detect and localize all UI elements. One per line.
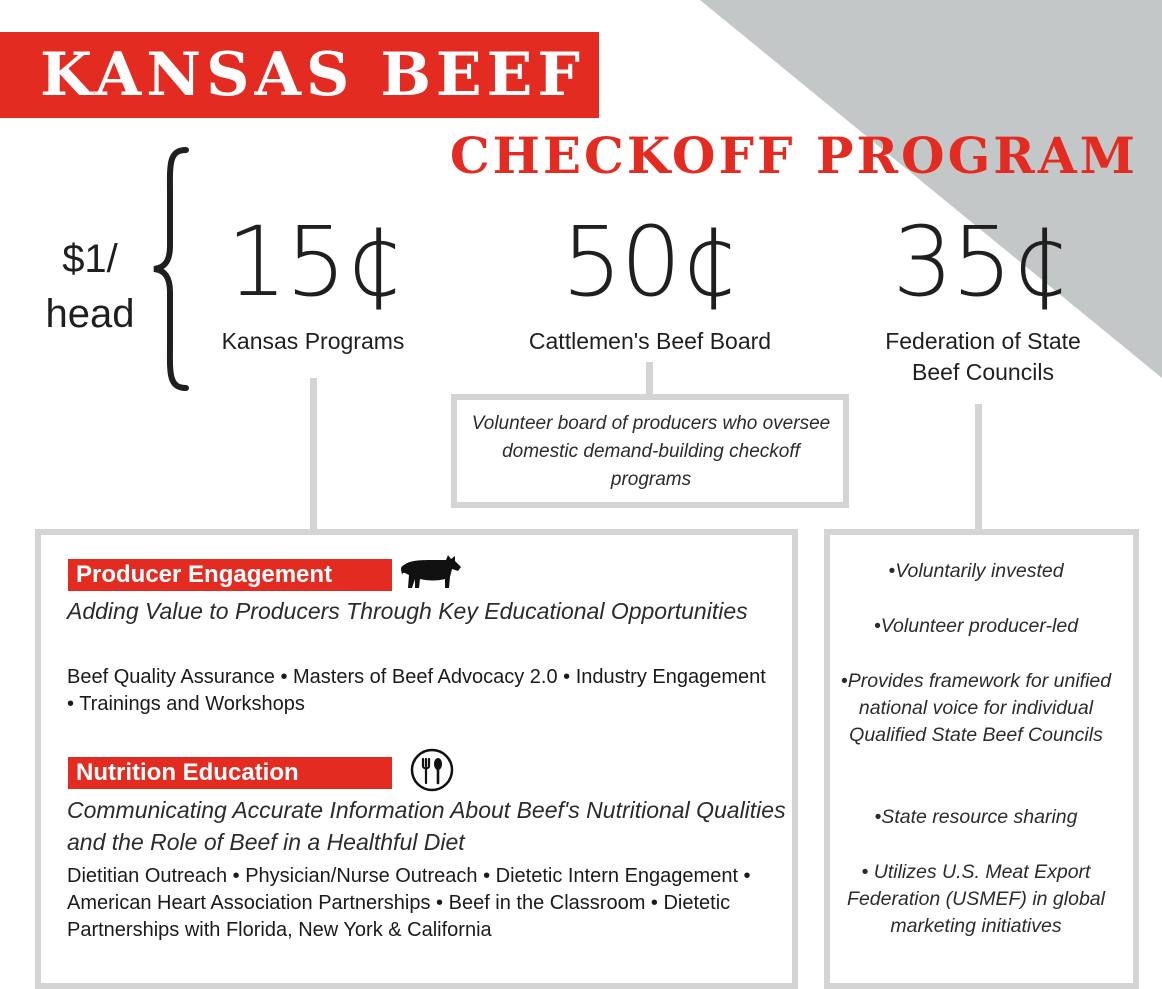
allocation-label-cbb: Cattlemen's Beef Board bbox=[528, 328, 772, 354]
curly-brace bbox=[150, 146, 192, 392]
title-banner bbox=[0, 32, 599, 118]
cow-icon bbox=[400, 551, 462, 591]
federation-point: •Volunteer producer-led bbox=[873, 615, 1079, 637]
allocation-label-federation: Federation of State Beef Councils bbox=[885, 328, 1081, 385]
items-nutrition-education: Dietitian Outreach • Physician/Nurse Outreach • Dietetic Intern Engagement • American Heart Association Partnerships • Beef in the Classroom • Dietetic Partnerships with Florida, New York & California bbox=[67, 865, 751, 941]
per-head-unit: head bbox=[45, 292, 135, 336]
federation-point: •Provides framework for unified national voice for individual Qualified State Beef Councils bbox=[840, 670, 1112, 746]
allocation-amount-federation: 35¢ bbox=[892, 206, 1070, 318]
federation-point: •Voluntarily invested bbox=[888, 560, 1064, 582]
fork-spoon-icon bbox=[409, 747, 455, 793]
federation-point: • Utilizes U.S. Meat Export Federation (USMEF) in global marketing initiatives bbox=[847, 861, 1105, 937]
tagline-producer-engagement: Adding Value to Producers Through Key Educational Opportunities bbox=[67, 598, 748, 624]
items-producer-engagement: Beef Quality Assurance • Masters of Beef Advocacy 2.0 • Industry Engagement • Trainings and Workshops bbox=[67, 666, 766, 715]
federation-point: •State resource sharing bbox=[874, 806, 1078, 828]
per-head-total bbox=[20, 232, 160, 342]
cbb-description: Volunteer board of producers who oversee domestic demand-building checkoff programs bbox=[471, 413, 831, 490]
allocation-amount-cbb: 50¢ bbox=[561, 206, 739, 318]
connector-kansas bbox=[310, 378, 317, 532]
section-heading-nutrition-education: Nutrition Education bbox=[68, 757, 392, 789]
connector-federation bbox=[975, 404, 982, 532]
tagline-nutrition-education: Communicating Accurate Information About Beef's Nutritional Qualities and the Role of Beef in a Healthful Diet bbox=[67, 797, 786, 855]
allocation-label-kansas: Kansas Programs bbox=[221, 328, 405, 354]
title-line-1: KANSAS BEEF bbox=[40, 40, 585, 110]
per-head-amount: $1/ bbox=[62, 237, 118, 281]
section-heading-producer-engagement: Producer Engagement bbox=[68, 559, 392, 591]
allocation-amount-kansas: 15¢ bbox=[226, 206, 404, 318]
title-line-2: CHECKOFF PROGRAM bbox=[449, 126, 1138, 185]
connector-cbb bbox=[646, 362, 653, 396]
